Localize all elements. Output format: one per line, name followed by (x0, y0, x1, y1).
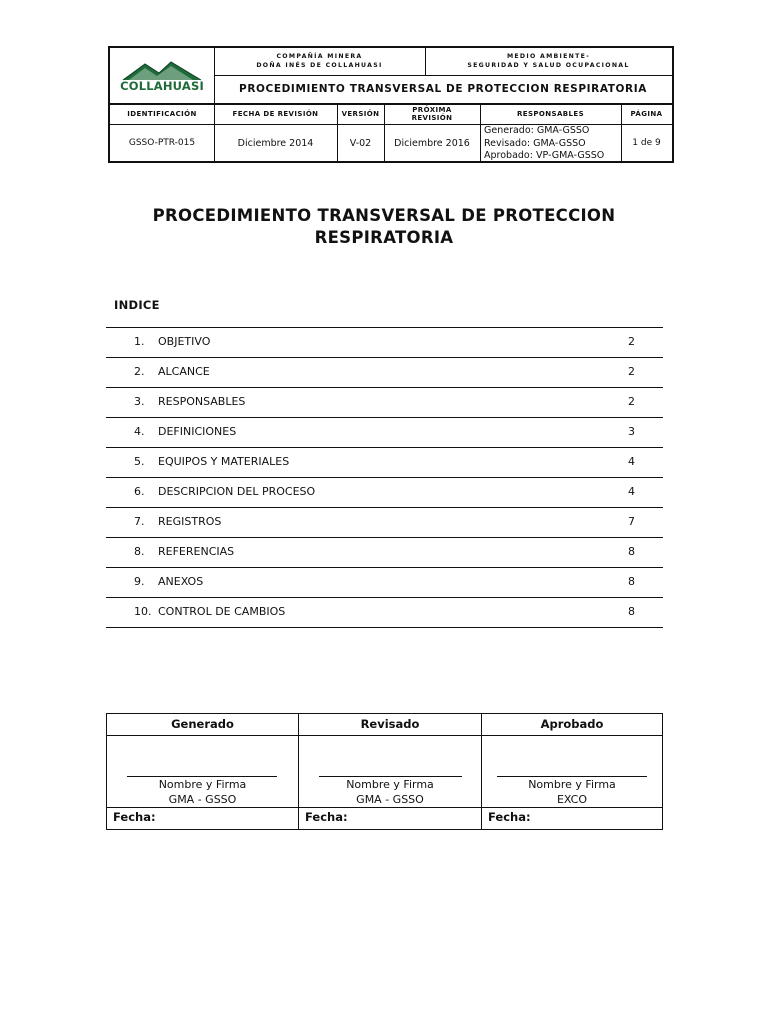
sig-fecha-aprobado: Fecha: (488, 810, 531, 824)
toc-item[interactable]: 3. RESPONSABLES 2 (134, 395, 635, 408)
toc-item[interactable]: 7. REGISTROS 7 (134, 515, 635, 528)
document-header (108, 46, 674, 163)
toc-item[interactable]: 10. CONTROL DE CAMBIOS 8 (134, 605, 635, 618)
value-responsables: Generado: GMA-GSSO Revisado: GMA-GSSO Aprobado: VP-GMA-GSSO (484, 125, 605, 161)
toc-item[interactable]: 8. REFERENCIAS 8 (134, 545, 635, 558)
toc-item[interactable]: 4. DEFINICIONES 3 (134, 425, 635, 438)
page-title: PROCEDIMIENTO TRANSVERSAL DE PROTECCION RESPIRATORIA (152, 206, 616, 247)
logo-wordmark: COLLAHUASI (120, 78, 204, 93)
index-heading: INDICE (114, 298, 160, 312)
toc-item[interactable]: 5. EQUIPOS Y MATERIALES 4 (134, 455, 635, 468)
approval-signatures-table (106, 713, 663, 830)
toc-item[interactable]: 2. ALCANCE 2 (134, 365, 635, 378)
sig-revisado-block: Nombre y Firma GMA - GSSO (346, 778, 434, 806)
sig-head-revisado: Revisado (360, 717, 420, 731)
value-pagina: 1 de 9 (632, 138, 661, 148)
col-header-pagina: PÁGINA (630, 109, 663, 118)
department-name: MEDIO AMBIENTE- SEGURIDAD Y SALUD OCUPACIONAL (467, 53, 630, 69)
sig-aprobado-block: Nombre y Firma EXCO (528, 778, 616, 806)
value-version: V-02 (349, 137, 372, 149)
company-logo (110, 48, 214, 103)
sig-head-aprobado: Aprobado (540, 717, 604, 731)
header-document-title: PROCEDIMIENTO TRANSVERSAL DE PROTECCION RESPIRATORIA (239, 83, 647, 95)
toc-item[interactable]: 1. OBJETIVO 2 (134, 335, 635, 348)
toc-item[interactable]: 9. ANEXOS 8 (134, 575, 635, 588)
toc-item[interactable]: 6. DESCRIPCION DEL PROCESO 4 (134, 485, 635, 498)
col-header-responsables: RESPONSABLES (516, 109, 585, 118)
value-fecha-revision: Diciembre 2014 (237, 137, 314, 149)
col-header-version: VERSIÓN (341, 109, 380, 118)
sig-head-generado: Generado (171, 717, 234, 731)
mountain-logo-icon (119, 59, 205, 81)
sig-fecha-revisado: Fecha: (305, 810, 348, 824)
col-header-fecha-revision: FECHA DE REVISIÓN (232, 109, 319, 118)
col-header-proxima-revision: PRÓXIMA REVISIÓN (411, 105, 453, 122)
sig-fecha-generado: Fecha: (113, 810, 156, 824)
sig-generado-block: Nombre y Firma GMA - GSSO (158, 778, 247, 806)
value-proxima-revision: Diciembre 2016 (394, 137, 470, 149)
value-identificacion: GSSO-PTR-015 (128, 138, 196, 148)
col-header-identificacion: IDENTIFICACIÓN (127, 109, 197, 118)
company-name: COMPAÑÍA MINERA DOÑA INÉS DE COLLAHUASI (256, 53, 383, 69)
